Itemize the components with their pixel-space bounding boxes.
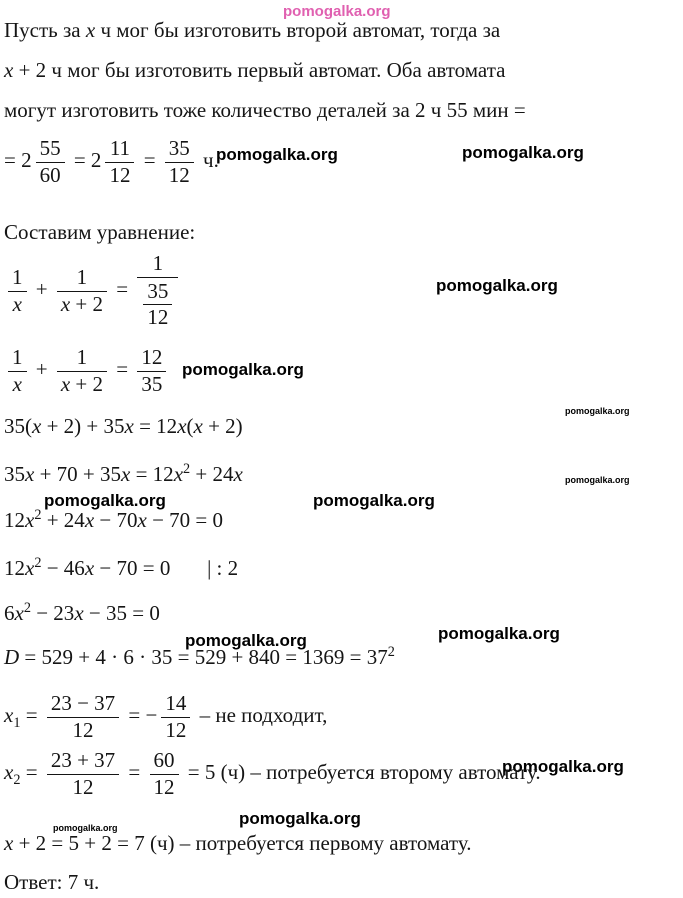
- watermark: pomogalka.org: [182, 360, 304, 379]
- mixed-number-conversion: = 2 $\frac{55}{60}$ = 2 $\frac{11}{12}$ = $\frac{35}{12}$ ч.: [4, 136, 219, 187]
- equation-2: $\frac{1}{x}$ + $\frac{1}{x + 2}$ = $\frac{12}{35}$: [4, 346, 170, 396]
- watermark: pomogalka.org: [185, 631, 307, 650]
- equation-3: 35(x + 2) + 35x = 12x(x + 2): [4, 414, 243, 438]
- root-2-line: $x_2$ = $\frac{23 + 37}{12}$ = $\frac{60}{12}$ = 5 (ч) – потребуется второму автомату.: [4, 748, 541, 799]
- watermark: pomogalka.org: [44, 491, 166, 510]
- first-machine-time-line: x + 2 = 5 + 2 = 7 (ч) – потребуется первому автомату.: [4, 831, 472, 855]
- watermark: pomogalka.org: [313, 491, 435, 510]
- discriminant-line: $D = 529 + 4 \cdot 6 \cdot 35 = 529 + 840 = 1369 = 37^2$: [4, 644, 395, 669]
- solution-text-line-2: x + 2 ч мог бы изготовить первый автомат. Оба автомата: [4, 58, 506, 82]
- watermark: pomogalka.org: [462, 143, 584, 162]
- watermark: pomogalka.org: [436, 276, 558, 295]
- answer-line: Ответ: 7 ч.: [4, 870, 100, 894]
- equation-7: $6x^2 - 23x - 35 = 0$: [4, 600, 160, 625]
- watermark-top: pomogalka.org: [283, 3, 391, 20]
- watermark: pomogalka.org: [239, 809, 361, 828]
- root-1-line: $x_1$ = $\frac{23 - 37}{12}$ = − $\frac{14}{12}$ – не подходит,: [4, 691, 328, 742]
- watermark-small: pomogalka.org: [565, 406, 630, 416]
- watermark: pomogalka.org: [502, 757, 624, 776]
- solution-text-line-3: могут изготовить тоже количество деталей за 2 ч 55 мин =: [4, 98, 526, 122]
- equation-4: $35x + 70 + 35x = 12x^2 + 24x$: [4, 461, 243, 486]
- equation-intro: Составим уравнение:: [4, 220, 196, 244]
- equation-1: $\frac{1}{x}$ + $\frac{1}{x + 2}$ = $\frac{1}{\frac{35}{12}}$: [4, 252, 182, 331]
- watermark: pomogalka.org: [438, 624, 560, 643]
- equation-5: $12x^2 + 24x - 70x - 70 = 0$: [4, 507, 223, 532]
- watermark-small: pomogalka.org: [565, 475, 630, 485]
- solution-text-line-1: Пусть за x ч мог бы изготовить второй автомат, тогда за: [4, 18, 501, 42]
- watermark-small: pomogalka.org: [53, 823, 118, 833]
- equation-6: $12x^2 - 46x - 70 = 0$ | : 2: [4, 555, 239, 580]
- watermark: pomogalka.org: [216, 145, 338, 164]
